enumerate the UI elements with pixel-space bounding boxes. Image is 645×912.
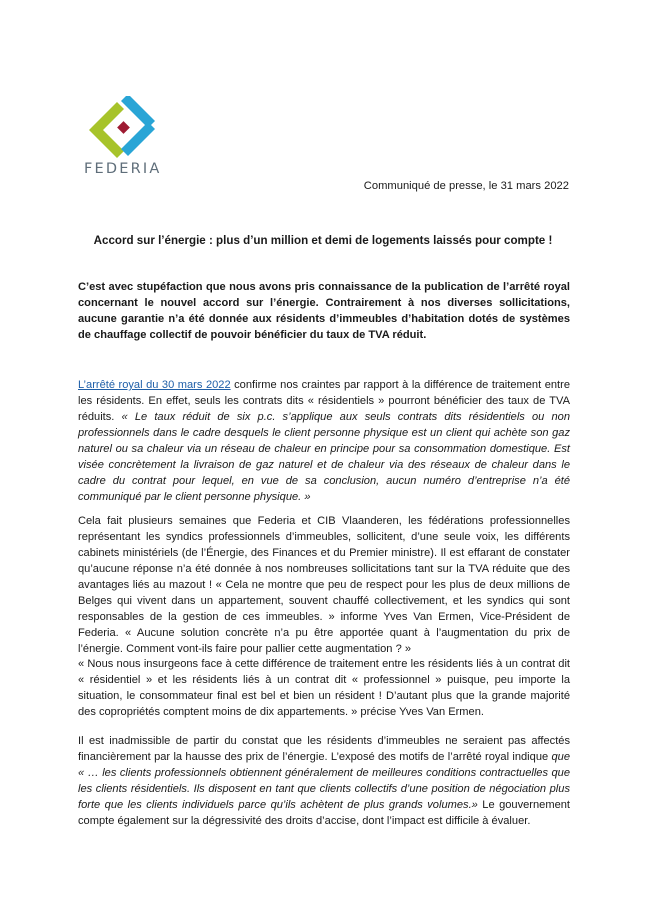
paragraph-inadmissible-quote: que « … les clients professionnels obtiennent généralement de meilleures conditions contractuelles que les clients résidentiels. Ils disposent en tant que clients collectifs d’une position de négociation plus forte que les clients individuels parce qu’ils achètent de plus grands volumes.» (78, 751, 570, 811)
federia-logo-mark-icon (83, 96, 159, 160)
paragraph-royal-decree-text: confirme nos craintes par rapport à la différence de traitement entre les résidents. En effet, seuls les contrats dits « résidentiels » pourront bénéficier des taux de TVA réduits. (78, 379, 570, 423)
logo-blue-chevron (121, 96, 155, 128)
page-title: Accord sur l’énergie : plus d’un million et demi de logements laissés pour compte ! (93, 234, 553, 247)
paragraph-royal-decree (78, 377, 570, 505)
paragraph-inadmissible (78, 733, 570, 829)
royal-decree-link[interactable]: L’arrêté royal du 30 mars 2022 (78, 379, 231, 391)
paragraph-royal-decree-quote: « Le taux réduit de six p.c. s’applique aux seuls contrats dits résidentiels ou non professionnels dans le cadre desquels le client personne physique est un client qui achète son gaz naturel ou sa chaleur via un réseau de chaleur en principe pour sa consommation domestique. Est visée concrètement la livraison de gaz naturel et de chaleur via des réseaux de chaleur dans le cadre du contrat pour lequel, en vue de sa conclusion, aucun numéro d’entreprise n’a été communiqué par le client personne physique. » (78, 411, 570, 503)
logo-red-diamond (117, 121, 130, 134)
paragraph-federations: Cela fait plusieurs semaines que Federia et CIB Vlaanderen, les fédérations professionnelles représentant les syndics professionnels d’immeubles, sollicitent, d’une seule voix, les différents cabinets ministériels (de l’Énergie, des Finances et du Premier ministre). Il est effarant de constater qu’aucune réponse n’a été donnée à nos nombreuses sollicitations tant sur la TVA réduite que des avantages liés au mazout ! « Cela ne montre que peu de respect pour les plus de deux millions de Belges qui vivent dans un appartement, souvent chauffé collectivement, et les syndics qui sont responsables de la gestion de ces immeubles. » informe Yves Van Ermen, Vice-Président de Federia. « Aucune solution concrète n’a pu être apportée quant à l’augmentation du prix de l’énergie. Comment vont-ils faire pour pallier cette augmentation ? » (78, 515, 570, 655)
paragraph-unequal-treatment: « Nous nous insurgeons face à cette différence de traitement entre les résidents liés à un contrat dit « résidentiel » et les résidents liés à un contrat dit « professionnel » puisque, peu importe la situation, le consommateur final est bel et bien un résident ! D’autant plus que la grande majorité des copropriétés comptent moins de dix appartements. » précise Yves Van Ermen. (78, 658, 570, 718)
logo-wordmark: FEDERIA (84, 161, 162, 177)
logo-green-chevron (89, 102, 124, 158)
intro-paragraph: C’est avec stupéfaction que nous avons pris connaissance de la publication de l’arrêté royal concernant le nouvel accord sur l’énergie. Contrairement à nos diverses sollicitations, aucune garantie n’a été donnée aux résidents d’immeubles d’habitation dotés de systèmes de chauffage collectif de pouvoir bénéficier du taux de TVA réduit. (78, 281, 570, 341)
paragraph-inadmissible-text-end: Le gouvernement compte également sur la dégressivité des droits d’accise, dont l’impact est difficile à évaluer. (78, 799, 570, 827)
paragraph-inadmissible-text: Il est inadmissible de partir du constat que les résidents d’immeubles ne seraient pas affectés financièrement par la hausse des prix de l’énergie. L’exposé des motifs de l’arrêté royal indique (78, 735, 570, 763)
press-release-date: Communiqué de presse, le 31 mars 2022 (363, 180, 569, 192)
